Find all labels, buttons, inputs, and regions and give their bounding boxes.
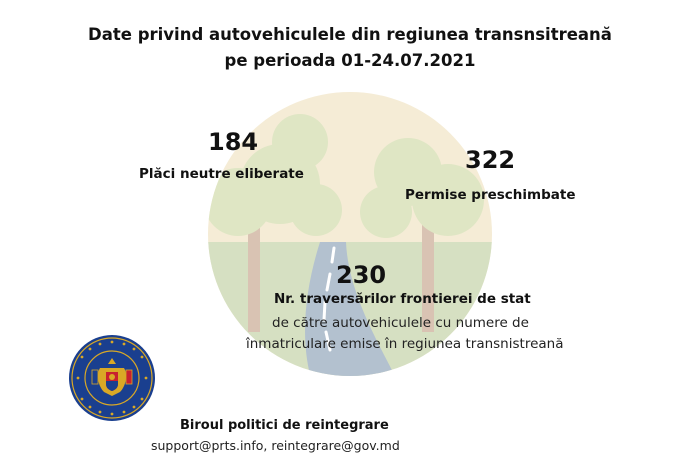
page-title [0, 22, 700, 74]
licenses-label: Permise preschimbate [405, 187, 576, 203]
crossings-desc-line-1: de către autovehiculele cu numere de [272, 315, 529, 331]
plates-value: 184 [208, 128, 259, 156]
title-line-2: pe perioada 01-24.07.2021 [224, 51, 476, 70]
crossings-value: 230 [336, 261, 387, 289]
title-line-1: Date privind autovehiculele din regiunea transnsitreană [88, 25, 612, 44]
tree-foliage-left-3 [290, 184, 342, 236]
org-name: Biroul politici de reintegrare [180, 418, 389, 433]
crossings-desc-line-2: înmatriculare emise în regiunea transnistreană [246, 336, 564, 352]
licenses-value: 322 [465, 146, 516, 174]
crossings-label: Nr. traversărilor frontierei de stat [274, 291, 531, 307]
org-contact: support@prts.info, reintegrare@gov.md [151, 438, 400, 453]
tree-foliage-left-4 [272, 114, 328, 170]
government-seal-logo [68, 334, 156, 422]
plates-label: Plăci neutre eliberate [139, 166, 304, 182]
